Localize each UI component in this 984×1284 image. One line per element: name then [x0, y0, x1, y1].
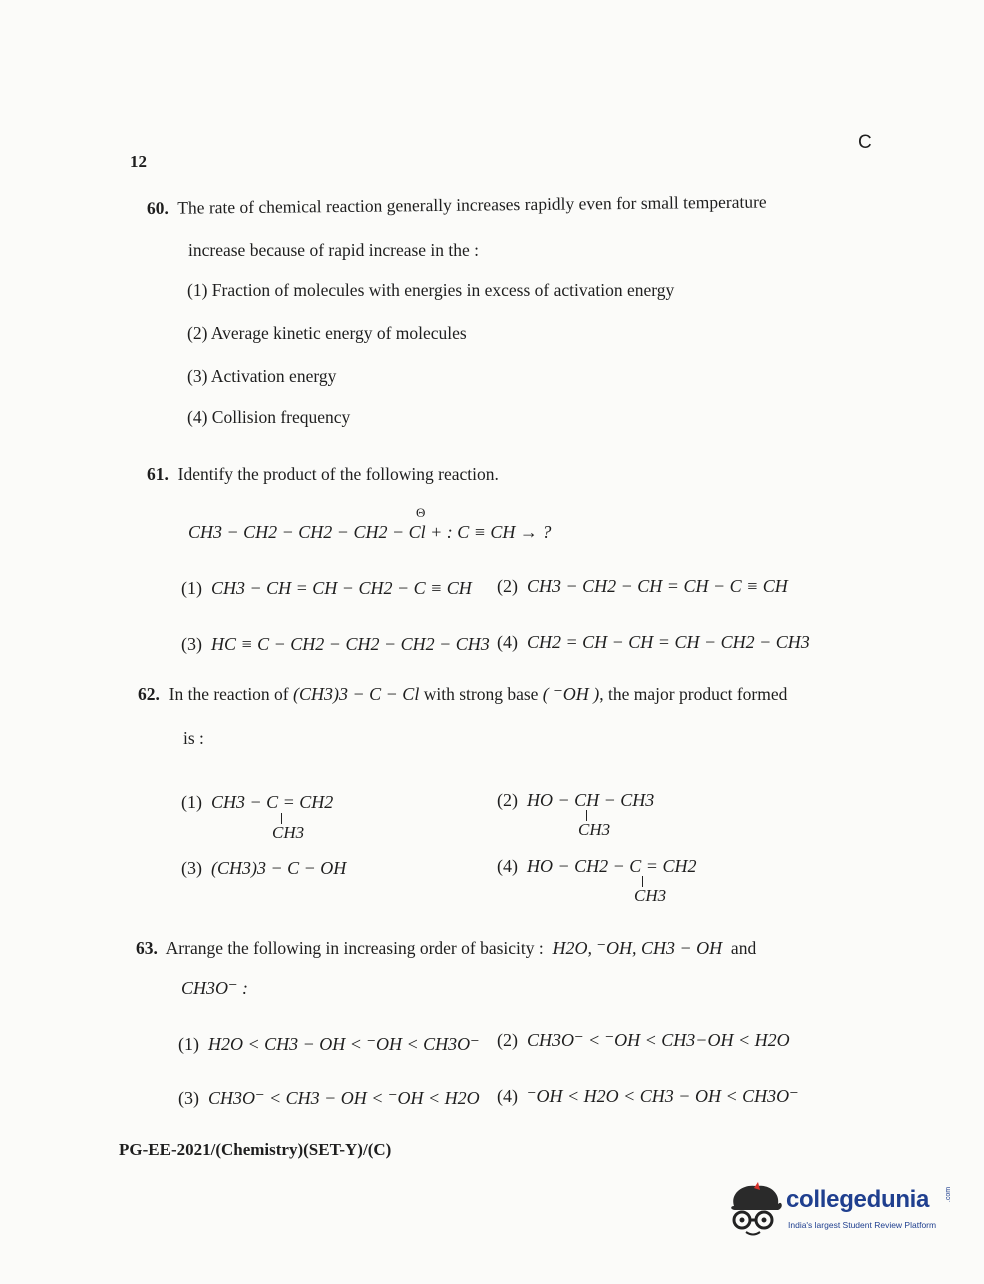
base-formula: ( ⁻OH ): [542, 684, 600, 704]
option-formula: H2O < CH3 − OH < ⁻OH < CH3O⁻: [208, 1034, 480, 1054]
option-3: (3) Activation energy: [187, 366, 337, 386]
question-text: and: [730, 938, 757, 958]
option-label: (3): [181, 634, 202, 654]
question-text-continued: is :: [183, 728, 204, 748]
question-text-continued: CH3O⁻ :: [181, 978, 248, 998]
option-4: [497, 1086, 799, 1107]
option-formula: CH3 − C = CH2: [211, 792, 334, 812]
question-text: Identify the product of the following reaction.: [177, 464, 499, 484]
species-list: H2O, ⁻OH, CH3 − OH: [552, 938, 723, 958]
option-label: (2): [497, 1030, 518, 1050]
option-formula: (CH3)3 − C − OH: [211, 858, 347, 878]
option-label: (1): [181, 792, 202, 812]
option-branch: CH3: [634, 886, 667, 905]
question-number: 62.: [138, 684, 160, 704]
option-label: (4): [497, 1086, 518, 1106]
option-label: (2): [497, 576, 518, 596]
option-formula: CH3 − CH2 − CH = CH − C ≡ CH: [527, 576, 788, 596]
option-1: (1) Fraction of molecules with energies in excess of activation energy: [187, 280, 675, 300]
option-label: (2): [497, 790, 518, 810]
question-text: The rate of chemical reaction generally increases rapidly even for small temperature: [177, 191, 767, 218]
question-text: , the major product formed: [599, 684, 788, 704]
paper-code-footer: PG-EE-2021/(Chemistry)(SET-Y)/(C): [119, 1140, 392, 1159]
question-text: In the reaction of: [168, 684, 289, 704]
reactant-formula: (CH3)3 − C − Cl: [293, 684, 420, 704]
option-3: [178, 1088, 480, 1109]
option-1: [181, 792, 333, 813]
option-branch: CH3: [578, 820, 611, 839]
negative-charge-symbol: Θ: [416, 505, 426, 520]
option-label: (1): [178, 1034, 199, 1054]
question-number: 60.: [146, 197, 169, 218]
option-label: (4): [497, 856, 518, 876]
option-formula: CH3O⁻ < CH3 − OH < ⁻OH < H2O: [208, 1088, 480, 1108]
question-text: Arrange the following in increasing order of basicity :: [165, 938, 544, 958]
option-formula: ⁻OH < H2O < CH3 − OH < CH3O⁻: [527, 1086, 799, 1106]
option-label: (3): [178, 1088, 199, 1108]
option-formula: HO − CH2 − C = CH2: [527, 856, 697, 876]
option-formula: HO − CH − CH3: [527, 790, 655, 810]
option-formula: HC ≡ C − CH2 − CH2 − CH2 − CH3: [211, 634, 490, 654]
option-formula: CH3O⁻ < ⁻OH < CH3−OH < H2O: [527, 1030, 790, 1050]
brand-tagline: India's largest Student Review Platform: [788, 1220, 937, 1230]
option-4: (4) Collision frequency: [187, 407, 351, 427]
option-4: [497, 632, 810, 653]
collegedunia-watermark: [726, 1180, 966, 1240]
option-branch: CH3: [272, 823, 305, 842]
option-formula: CH3 − CH = CH − CH2 − C ≡ CH: [211, 578, 472, 598]
option-label: (4): [497, 632, 518, 652]
option-3: [181, 858, 346, 879]
reaction-equation: CH3 − CH2 − CH2 − CH2 − Cl + : C ≡ CH → ?: [188, 522, 552, 542]
option-label: (1): [181, 578, 202, 598]
option-1: [178, 1034, 480, 1055]
option-label: (3): [181, 858, 202, 878]
option-2: [497, 1030, 790, 1051]
option-1: [181, 578, 472, 599]
question-number: 63.: [136, 938, 158, 958]
option-3: [181, 634, 490, 655]
mascot-icon: [726, 1180, 788, 1240]
question-text: with strong base: [423, 684, 539, 704]
question-number: 61.: [147, 464, 169, 484]
option-formula: CH2 = CH − CH = CH − CH2 − CH3: [527, 632, 810, 652]
option-2: [497, 576, 788, 597]
option-4: [497, 856, 696, 877]
option-2: [497, 790, 654, 811]
brand-name: collegedunia: [786, 1186, 930, 1213]
page-number: 12: [130, 152, 147, 171]
set-letter: C: [858, 132, 872, 153]
option-2: (2) Average kinetic energy of molecules: [187, 323, 467, 343]
question-text-continued: increase because of rapid increase in the :: [188, 240, 480, 260]
brand-suffix: .com: [945, 1186, 953, 1203]
